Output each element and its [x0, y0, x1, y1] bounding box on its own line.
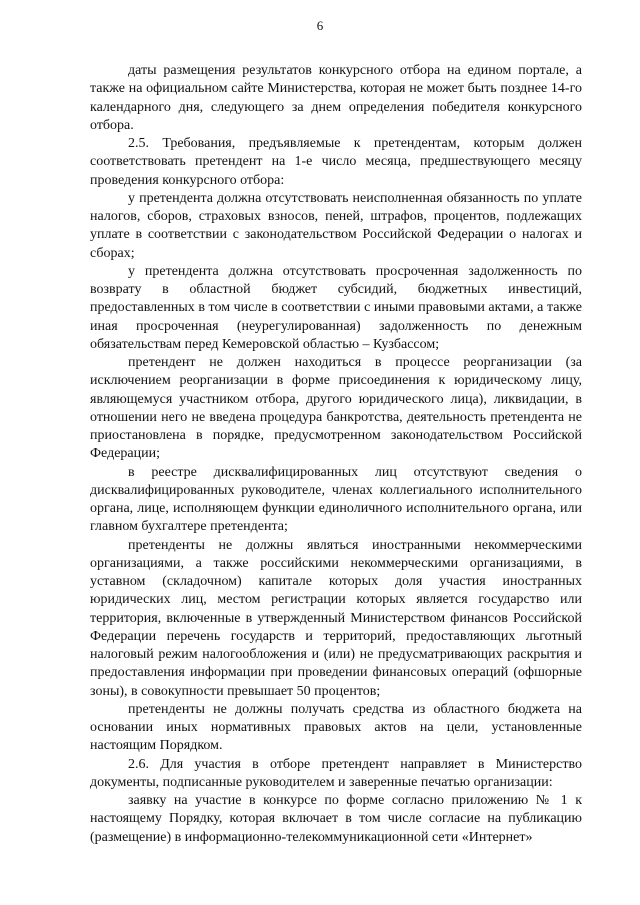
document-body	[90, 62, 582, 847]
paragraph-continuation: даты размещения результатов конкурсного отбора на едином портале, а также на официальном сайте Министерства, которая не может быть позднее 14-го календарного дня, следующего за днем определения победителя конкурсного отбора.	[90, 63, 582, 133]
paragraph-other-funding: претенденты не должны получать средства из областного бюджета на основании иных нормативных правовых актов на цели, установленные настоящим Порядком.	[90, 701, 582, 754]
paragraph-reorganization: претендент не должен находиться в процессе реорганизации (за исключением реорганизации в форме присоединения к юридическому лицу, являющемуся участником отбора, другого юридического лица), ликвидации, в отношении него не введена процедура банкротства, деятельность претендента не приостановлена в порядке, предусмотренном законодательством Российской Федерации;	[90, 355, 582, 462]
paragraph-section-2-5: 2.5. Требования, предъявляемые к претендентам, которым должен соответствовать претендент на 1-е число месяца, предшествующего месяцу проведения конкурсного отбора:	[90, 136, 582, 188]
paragraph-overdue-debt: у претендента должна отсутствовать просроченная задолженность по возврату в областной бюджет субсидий, бюджетных инвестиций, предоставленных в том числе в соответствии с иными правовыми актами, а также иная просроченная (неурегулированная) задолженность по денежным обязательствам перед Кемеровской областью – Кузбассом;	[90, 263, 582, 352]
page-number: 6	[316, 18, 324, 33]
paragraph-application: заявку на участие в конкурсе по форме согласно приложению № 1 к настоящему Порядку, которая включает в том числе согласие на публикацию (размещение) в информационно-телекоммуникационной сети «Интернет»	[90, 793, 582, 845]
paragraph-section-2-6: 2.6. Для участия в отборе претендент направляет в Министерство документы, подписанные руководителем и заверенные печатью организации:	[90, 756, 582, 790]
paragraph-foreign-organizations: претенденты не должны являться иностранными некоммерческими организациями, а также российскими некоммерческими организациями, в уставном (складочном) капитале которых доля участия иностранных юридических лиц, местом регистрации которых является государство или территория, включенные в утвержденный Министерством финансов Российской Федерации перечень государств и территорий, предоставляющих льготный налоговый режим налогообложения и (или) не предусматривающих раскрытия и предоставления информации при проведении финансовых операций (офшорные зоны), в совокупности превышает 50 процентов;	[90, 537, 582, 699]
paragraph-tax-obligations: у претендента должна отсутствовать неисполненная обязанность по уплате налогов, сборов, страховых взносов, пеней, штрафов, процентов, подлежащих уплате в соответствии с законодательством Российской Федерации о налогах и сборах;	[90, 190, 582, 261]
paragraph-disqualified-persons: в реестре дисквалифицированных лиц отсутствуют сведения о дисквалифицированных руководителе, членах коллегиального исполнительного органа, лице, исполняющем функции единоличного исполнительного органа, или главном бухгалтере претендента;	[90, 464, 582, 535]
